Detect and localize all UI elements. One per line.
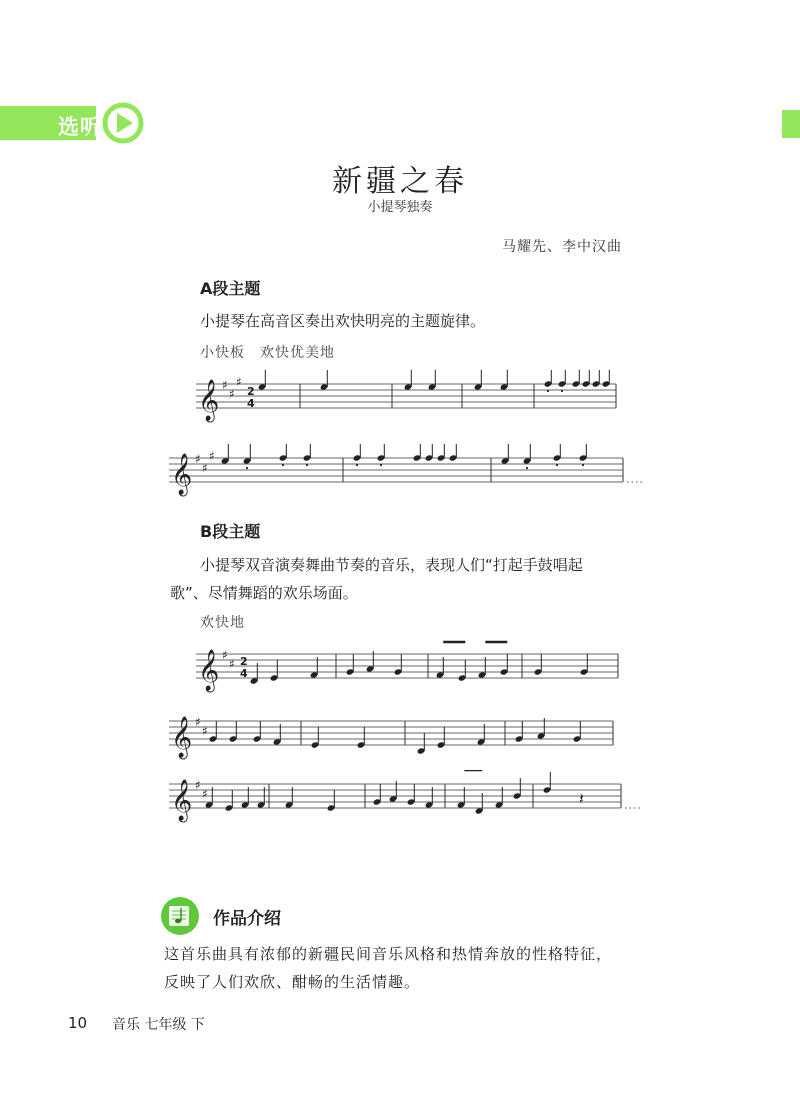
composer-credit: 马耀先、李中汉曲 [502,239,622,255]
key-sharp: ♯ [195,778,201,792]
intro-line-1: 这首乐曲具有浓郁的新疆民间音乐风格和热情奔放的性格特征， [164,945,613,963]
section-a-description: 小提琴在高音区奏出欢快明亮的主题旋律。 [200,312,486,330]
staccato-dot [246,467,248,469]
play-circle-icon [102,102,144,144]
staccato-dot [547,390,549,392]
staccato-dot [556,464,558,466]
treble-clef: 𝄞 [171,780,193,821]
treble-clef: 𝄞 [171,717,193,758]
key-sharp: ♯ [229,387,235,401]
staccato-dot [380,464,382,466]
key-sharp: ♯ [202,724,208,738]
staccato-dot [561,390,563,392]
staccato-dot [282,464,284,466]
section-b-tempo: 欢快地 [200,615,245,631]
treble-clef: 𝄞 [198,380,220,421]
staff-a-line-1 [192,370,632,430]
piece-subtitle: 小提琴独奏 [367,200,433,215]
key-sharp: ♯ [209,449,215,463]
piece-title: 新疆之春 [332,164,468,199]
staff-b-line-2 [165,707,625,767]
key-sharp: ♯ [222,378,228,392]
intro-text [164,940,634,996]
staff-a-line-2 [165,444,645,504]
section-label: 选听 [58,115,102,139]
intro-line-2: 反映了人们欢欣、酣畅的生活情趣。 [164,973,421,991]
time-signature-bottom: 4 [247,397,255,410]
music-note-badge-icon [160,896,200,936]
time-signature-top: 2 [240,655,248,668]
staccato-dot [356,464,358,466]
key-sharp: ♯ [202,461,208,475]
key-sharp: ♯ [236,375,242,389]
section-a-heading: A段主题 [200,279,261,298]
staff-b-line-3 [165,770,645,830]
staff-b-line-1 [192,640,632,700]
key-sharp: ♯ [222,648,228,662]
intro-heading: 作品介绍 [213,909,281,929]
section-a-tempo: 小快板 欢快优美地 [200,345,335,361]
section-b-description-1: 小提琴双音演奏舞曲节奏的音乐，表现人们“打起手鼓唱起 [200,556,583,574]
key-sharp: ♯ [195,715,201,729]
section-b-description-2: 歌”、尽情舞蹈的欢乐场面。 [170,584,358,602]
quarter-rest: 𝄽 [579,789,584,808]
treble-clef: 𝄞 [198,650,220,691]
staccato-dot [582,464,584,466]
key-sharp: ♯ [195,452,201,466]
section-b-heading: B段主题 [200,522,261,541]
key-sharp: ♯ [202,787,208,801]
book-title: 音乐 七年级 下 [112,1017,205,1033]
time-signature-top: 2 [247,385,255,398]
key-sharp: ♯ [229,657,235,671]
page-edge-tab [782,110,800,138]
page-number: 10 [68,1014,88,1032]
staccato-dot [306,464,308,466]
staccato-dot [526,467,528,469]
time-signature-bottom: 4 [240,667,248,680]
treble-clef: 𝄞 [171,454,193,495]
